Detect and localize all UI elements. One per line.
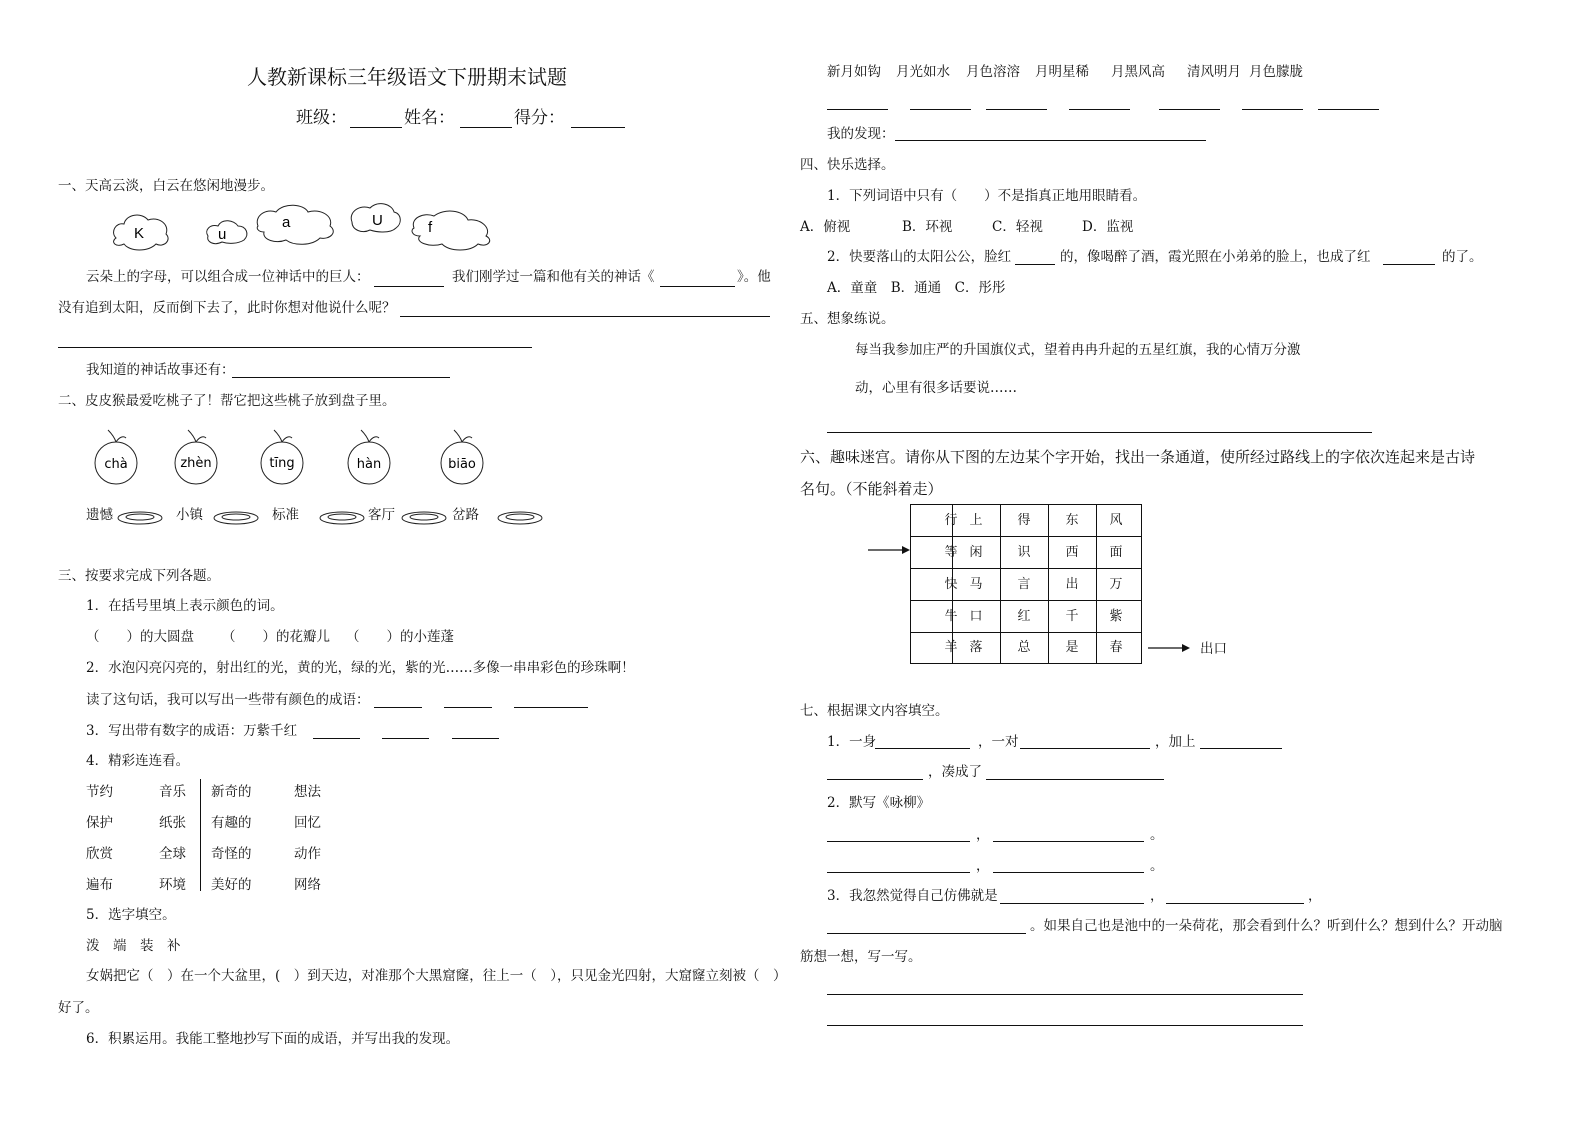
idiom-6: 清风明月 xyxy=(1187,64,1241,80)
s3-q5-chars: 泼 端 装 补 xyxy=(86,938,181,954)
maze-cell[interactable]: 得 xyxy=(1017,513,1031,528)
match-right-b: 想法 xyxy=(294,784,321,800)
maze-cell[interactable]: 闲 xyxy=(969,545,983,560)
cloud-letter: f xyxy=(428,219,433,236)
match-left: 保护 xyxy=(86,815,113,831)
plate-word-1: 遗憾 xyxy=(86,507,113,523)
name-field[interactable] xyxy=(460,127,512,128)
poem-comma: ， xyxy=(976,827,990,843)
cloud-letter: a xyxy=(282,214,291,231)
maze-cell[interactable]: 面 xyxy=(1109,545,1123,560)
s7-q3-comma: ， xyxy=(1150,888,1164,904)
maze-exit-label: 出口 xyxy=(1200,641,1227,657)
peach-pinyin: tīng xyxy=(269,456,295,471)
maze-cell[interactable]: 上 xyxy=(969,513,983,528)
s4-q2-opts: A．童童 B．通通 C．彤彤 xyxy=(827,280,1006,296)
maze-cell[interactable]: 落 xyxy=(969,640,983,655)
match-mid: 全球 xyxy=(159,846,186,862)
class-field[interactable] xyxy=(350,127,402,128)
number-idiom-line-1[interactable] xyxy=(313,738,360,739)
s3-q6: 6．积累运用。我能工整地抄写下面的成语，并写出我的发现。 xyxy=(86,1031,460,1047)
match-mid: 纸张 xyxy=(159,815,186,831)
s1-text-e: 我知道的神话故事还有： xyxy=(86,362,235,378)
s7-q1-a: 1．一身 xyxy=(827,734,877,750)
maze-grid xyxy=(910,504,1142,664)
idiom-copy-line[interactable] xyxy=(1318,109,1379,110)
maze-cell[interactable]: 紫 xyxy=(1109,609,1123,624)
maze-cell[interactable]: 西 xyxy=(1065,545,1079,560)
maze-cell[interactable]: 牛 xyxy=(944,609,958,624)
cloud-icon xyxy=(207,221,247,244)
idiom-copy-line[interactable] xyxy=(1069,109,1130,110)
peach-pinyin: biāo xyxy=(448,457,476,472)
s7-q3-blank-1[interactable] xyxy=(1000,903,1144,904)
s1-text-d: 没有追到太阳，反而倒下去了，此时你想对他说什么呢？ xyxy=(58,300,396,316)
section-1-heading: 一、天高云淡，白云在悠闲地漫步。 xyxy=(58,178,274,194)
s3-q4: 4．精彩连连看。 xyxy=(86,753,190,769)
color-idiom-line-3[interactable] xyxy=(514,707,588,708)
exit-arrow-icon xyxy=(1148,641,1192,655)
section-6-heading: 六、趣味迷宫。请你从下图的左边某个字开始，找出一条通道，使所经过路线上的字依次连起来是古诗 xyxy=(800,448,1476,466)
maze-cell[interactable]: 行 xyxy=(944,513,958,528)
maze-cell[interactable]: 识 xyxy=(1017,545,1031,560)
plate-icon xyxy=(118,512,162,524)
section-7-heading: 七、根据课文内容填空。 xyxy=(800,703,949,719)
maze-cell[interactable]: 东 xyxy=(1065,513,1079,528)
idiom-5: 月黑风高 xyxy=(1111,64,1165,80)
s7-q1-blank-4[interactable] xyxy=(827,779,923,780)
s1-text-b: 我们刚学过一篇和他有关的神话《 xyxy=(452,269,655,285)
match-left: 遍布 xyxy=(86,877,113,893)
s7-q3-b: 。如果自己也是池中的一朵荷花，那会看到什么？听到什么？想到什么？开动脑 xyxy=(1030,918,1503,934)
idiom-4: 月明星稀 xyxy=(1035,64,1089,80)
s7-q1-d: ，凑成了 xyxy=(928,764,982,780)
s7-q3-comma-2: ， xyxy=(1308,888,1322,904)
color-idiom-line-1[interactable] xyxy=(374,707,422,708)
maze-cell[interactable]: 是 xyxy=(1065,640,1079,655)
other-myths-line[interactable] xyxy=(232,377,450,378)
cloud-letter: U xyxy=(372,212,383,229)
match-right-b: 回忆 xyxy=(294,815,321,831)
plate-icon xyxy=(320,512,364,524)
match-right-b: 网络 xyxy=(294,877,321,893)
idiom-3: 月色溶溶 xyxy=(966,64,1020,80)
section-3-heading: 三、按要求完成下列各题。 xyxy=(58,568,220,584)
class-label: 班级： xyxy=(296,108,347,128)
s4-q2-a: 2．快要落山的太阳公公，脸红 xyxy=(827,249,1012,265)
discovery-label: 我的发现： xyxy=(827,126,895,142)
maze-cell[interactable]: 出 xyxy=(1065,577,1079,592)
poem-line[interactable] xyxy=(827,841,970,842)
message-line-1[interactable] xyxy=(400,316,770,317)
color-item-1: （ ）的大圆盘 xyxy=(86,629,194,645)
maze-cell[interactable]: 口 xyxy=(969,609,983,624)
match-right-b: 动作 xyxy=(294,846,321,862)
s3-q1: 1．在括号里填上表示颜色的词。 xyxy=(86,598,284,614)
maze-cell[interactable]: 万 xyxy=(1109,577,1123,592)
s7-q1-blank-2[interactable] xyxy=(1020,748,1150,749)
color-item-3: （ ）的小莲蓬 xyxy=(346,629,454,645)
s4-q1-opt-d[interactable]: D．监视 xyxy=(1082,219,1134,235)
score-label: 得分： xyxy=(514,108,565,128)
maze-cell[interactable]: 红 xyxy=(1017,609,1031,624)
maze-cell[interactable]: 言 xyxy=(1017,577,1031,592)
cloud-icon xyxy=(257,205,333,244)
poem-line[interactable] xyxy=(993,872,1144,873)
poem-line[interactable] xyxy=(827,872,970,873)
s5-line-2: 动，心里有很多话要说…… xyxy=(855,380,1017,396)
clouds-illustration xyxy=(108,198,508,258)
message-line-2[interactable] xyxy=(58,347,532,348)
s3-q3: 3．写出带有数字的成语：万紫千红 xyxy=(86,723,298,739)
color-item-2: （ ）的花瓣儿 xyxy=(222,629,330,645)
page-title: 人教新课标三年级语文下册期末试题 xyxy=(247,65,567,89)
s4-q2-b: 的，像喝醉了酒，霞光照在小弟弟的脸上，也成了红 xyxy=(1060,249,1371,265)
peach-pinyin: zhèn xyxy=(180,456,212,471)
writing-line[interactable] xyxy=(827,1025,1303,1026)
match-right-a: 新奇的 xyxy=(211,784,252,800)
poem-period: 。 xyxy=(1150,858,1164,874)
s4-q1-opt-a[interactable]: A．俯视 xyxy=(800,219,851,235)
cloud-letter: K xyxy=(134,225,145,242)
idiom-copy-line[interactable] xyxy=(1159,109,1220,110)
idiom-7: 月色朦胧 xyxy=(1249,64,1303,80)
s5-answer-line[interactable] xyxy=(827,432,1372,433)
maze-cell[interactable]: 总 xyxy=(1017,640,1031,655)
peaches-illustration xyxy=(88,426,508,490)
s7-q1-c: ，加上 xyxy=(1155,734,1196,750)
match-mid: 环境 xyxy=(159,877,186,893)
match-divider xyxy=(200,779,201,891)
cloud-icon xyxy=(412,211,490,250)
entry-arrow-icon xyxy=(868,543,912,557)
s4-q2-blank-2[interactable] xyxy=(1383,264,1435,265)
maze-cell[interactable]: 风 xyxy=(1109,513,1123,528)
s4-q1-opt-c[interactable]: C．轻视 xyxy=(992,219,1043,235)
poem-period: 。 xyxy=(1150,827,1164,843)
plate-icon xyxy=(498,512,542,524)
idiom-copy-line[interactable] xyxy=(1242,109,1303,110)
section-5-heading: 五、想象练说。 xyxy=(800,311,895,327)
s7-q3-blank-3[interactable] xyxy=(827,933,1026,934)
match-right-a: 美好的 xyxy=(211,877,252,893)
score-field[interactable] xyxy=(571,127,625,128)
match-left: 欣赏 xyxy=(86,846,113,862)
s5-line-1: 每当我参加庄严的升国旗仪式，望着冉冉升起的五星红旗，我的心情万分激 xyxy=(855,342,1301,358)
number-idiom-line-3[interactable] xyxy=(452,738,499,739)
idiom-copy-line[interactable] xyxy=(827,109,888,110)
s7-q3-blank-2[interactable] xyxy=(1166,903,1304,904)
s7-q1-blank-3[interactable] xyxy=(1200,748,1282,749)
s3-q5-text: 女娲把它（ ）在一个大盆里，( ）到天边，对准那个大黑窟窿，往上一（ ），只见金光四射，大窟窿立刻被（ ） xyxy=(86,968,787,984)
s3-q2: 2．水泡闪亮闪亮的，射出红的光，黄的光，绿的光，紫的光……多像一串串彩色的珍珠啊！ xyxy=(86,660,635,676)
s4-q1-opt-b[interactable]: B．环视 xyxy=(902,219,953,235)
s3-q2b: 读了这句话，我可以写出一些带有颜色的成语： xyxy=(86,692,370,708)
match-right-a: 有趣的 xyxy=(211,815,252,831)
poem-comma: ， xyxy=(976,858,990,874)
maze-cell[interactable]: 千 xyxy=(1065,609,1079,624)
s4-q1: 1．下列词语中只有（ ）不是指真正地用眼睛看。 xyxy=(827,188,1147,204)
s3-q5: 5．选字填空。 xyxy=(86,907,176,923)
maze-cell[interactable]: 春 xyxy=(1109,640,1123,655)
s3-q5-text2: 好了。 xyxy=(58,1000,99,1016)
peach-pinyin: chà xyxy=(104,457,128,472)
s7-q1-b: ，一对 xyxy=(978,734,1019,750)
s4-q2-c: 的了。 xyxy=(1442,249,1483,265)
plate-word-3: 标准 xyxy=(272,507,299,523)
idiom-1: 新月如钩 xyxy=(827,64,881,80)
s7-q2: 2．默写《咏柳》 xyxy=(827,795,931,811)
section-2-heading: 二、皮皮猴最爱吃桃子了！帮它把这些桃子放到盘子里。 xyxy=(58,393,396,409)
maze-cell[interactable]: 等 xyxy=(944,545,958,560)
idiom-copy-line[interactable] xyxy=(910,109,971,110)
myth-title-line[interactable] xyxy=(660,286,735,287)
number-idiom-line-2[interactable] xyxy=(382,738,429,739)
match-right-a: 奇怪的 xyxy=(211,846,252,862)
s7-q1-blank-1[interactable] xyxy=(875,748,970,749)
cloud-letter: u xyxy=(218,226,227,243)
s7-q3-a: 3．我忽然觉得自己仿佛就是 xyxy=(827,888,998,904)
section-4-heading: 四、快乐选择。 xyxy=(800,157,895,173)
match-left: 节约 xyxy=(86,784,113,800)
s1-text-c: 》。他 xyxy=(737,269,771,285)
plate-word-4: 客厅 xyxy=(368,507,395,523)
plate-word-5: 岔路 xyxy=(452,507,479,523)
plate-icon xyxy=(402,512,446,524)
idiom-copy-line[interactable] xyxy=(986,109,1047,110)
idiom-2: 月光如水 xyxy=(896,64,950,80)
section-6-heading-cont: 名句。（不能斜着走） xyxy=(800,480,943,498)
color-idiom-line-2[interactable] xyxy=(444,707,492,708)
giant-answer-line[interactable] xyxy=(374,286,444,287)
peach-pinyin: hàn xyxy=(356,457,382,472)
maze-cell[interactable]: 快 xyxy=(944,577,958,592)
maze-cell[interactable]: 羊 xyxy=(944,640,958,655)
s1-text-a: 云朵上的字母，可以组合成一位神话中的巨人： xyxy=(86,269,370,285)
maze-cell[interactable]: 马 xyxy=(969,577,983,592)
s7-q1-blank-5[interactable] xyxy=(986,779,1164,780)
name-label: 姓名： xyxy=(404,108,455,128)
writing-line[interactable] xyxy=(827,994,1303,995)
poem-line[interactable] xyxy=(993,841,1144,842)
plates-illustration xyxy=(112,506,552,530)
s7-q3-c: 筋想一想，写一写。 xyxy=(800,949,922,965)
match-mid: 音乐 xyxy=(159,784,186,800)
plate-word-2: 小镇 xyxy=(176,507,203,523)
discovery-line[interactable] xyxy=(895,140,1206,141)
plate-icon xyxy=(214,512,258,524)
s4-q2-blank-1[interactable] xyxy=(1015,264,1055,265)
